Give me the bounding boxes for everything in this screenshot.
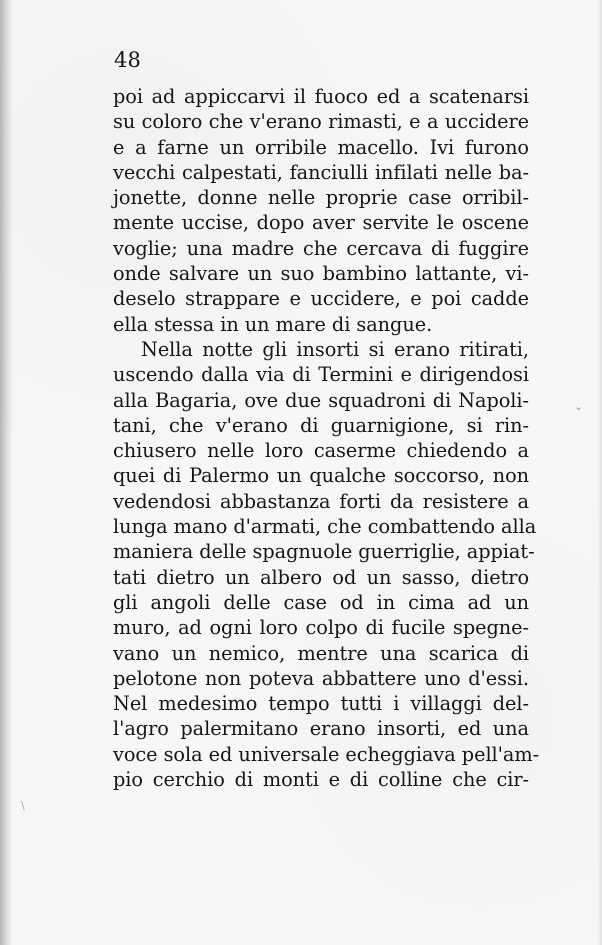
text-line: voce sola ed universale echeggiava pell'am-: [113, 742, 540, 766]
left-page-shadow: [0, 0, 13, 945]
text-line: pio cerchio di monti e di colline che cir-: [113, 768, 529, 792]
right-page-edge: [597, 0, 602, 945]
text-line: onde salvare un suo bambino lattante, vi-: [113, 262, 529, 286]
text-line: tati dietro un albero od un sasso, dietro: [113, 565, 529, 589]
text-line: maniera delle spagnuole guerriglie, appiat-: [113, 540, 535, 564]
text-line: muro, ad ogni loro colpo di fucile spegne-: [113, 616, 529, 640]
margin-speck: ⌄: [574, 400, 584, 413]
text-line: chiusero nelle loro caserme chiedendo a: [113, 439, 529, 463]
paragraph-ending-line: ella stessa in un mare di sangue.: [113, 312, 433, 336]
text-line: lunga mano d'armati, che combattendo alla: [113, 515, 537, 539]
page-text-block: [113, 84, 540, 792]
text-line: uscendo dalla via di Termini e dirigendosi: [113, 363, 529, 387]
text-line: alla Bagaria, ove due squadroni di Napoli-: [113, 388, 529, 412]
text-line: vedendosi abbastanza forti da resistere a: [113, 489, 529, 513]
text-line: vecchi calpestati, fanciulli infilati nelle ba-: [113, 160, 529, 184]
text-line: deselo strappare e uccidere, e poi cadde: [113, 287, 529, 311]
text-line: tani, che v'erano di guarnigione, si rin-: [113, 413, 529, 437]
paragraph-start-line: Nella notte gli insorti si erano ritirati,: [141, 337, 529, 361]
text-line: l'agro palermitano erano insorti, ed una: [113, 717, 529, 741]
text-line: voglie; una madre che cercava di fuggire: [113, 236, 529, 260]
margin-speck: \: [21, 799, 25, 812]
page-number: 48: [114, 48, 142, 72]
text-line: mente uccise, dopo aver servite le oscene: [113, 211, 529, 235]
text-line: gli angoli delle case od in cima ad un: [113, 590, 529, 614]
text-line: vano un nemico, mentre una scarica di: [113, 641, 529, 665]
text-line: e a farne un orribile macello. Ivi furono: [113, 135, 529, 159]
text-line: su coloro che v'erano rimasti, e a uccidere: [113, 110, 529, 134]
text-line: pelotone non poteva abbattere uno d'essi.: [113, 666, 529, 690]
text-line: poi ad appiccarvi il fuoco ed a scatenarsi: [113, 85, 529, 108]
text-line: jonette, donne nelle proprie case orribil-: [113, 186, 529, 210]
text-line: quei di Palermo un qualche soccorso, non: [113, 464, 529, 488]
text-line: Nel medesimo tempo tutti i villaggi del-: [113, 692, 529, 716]
